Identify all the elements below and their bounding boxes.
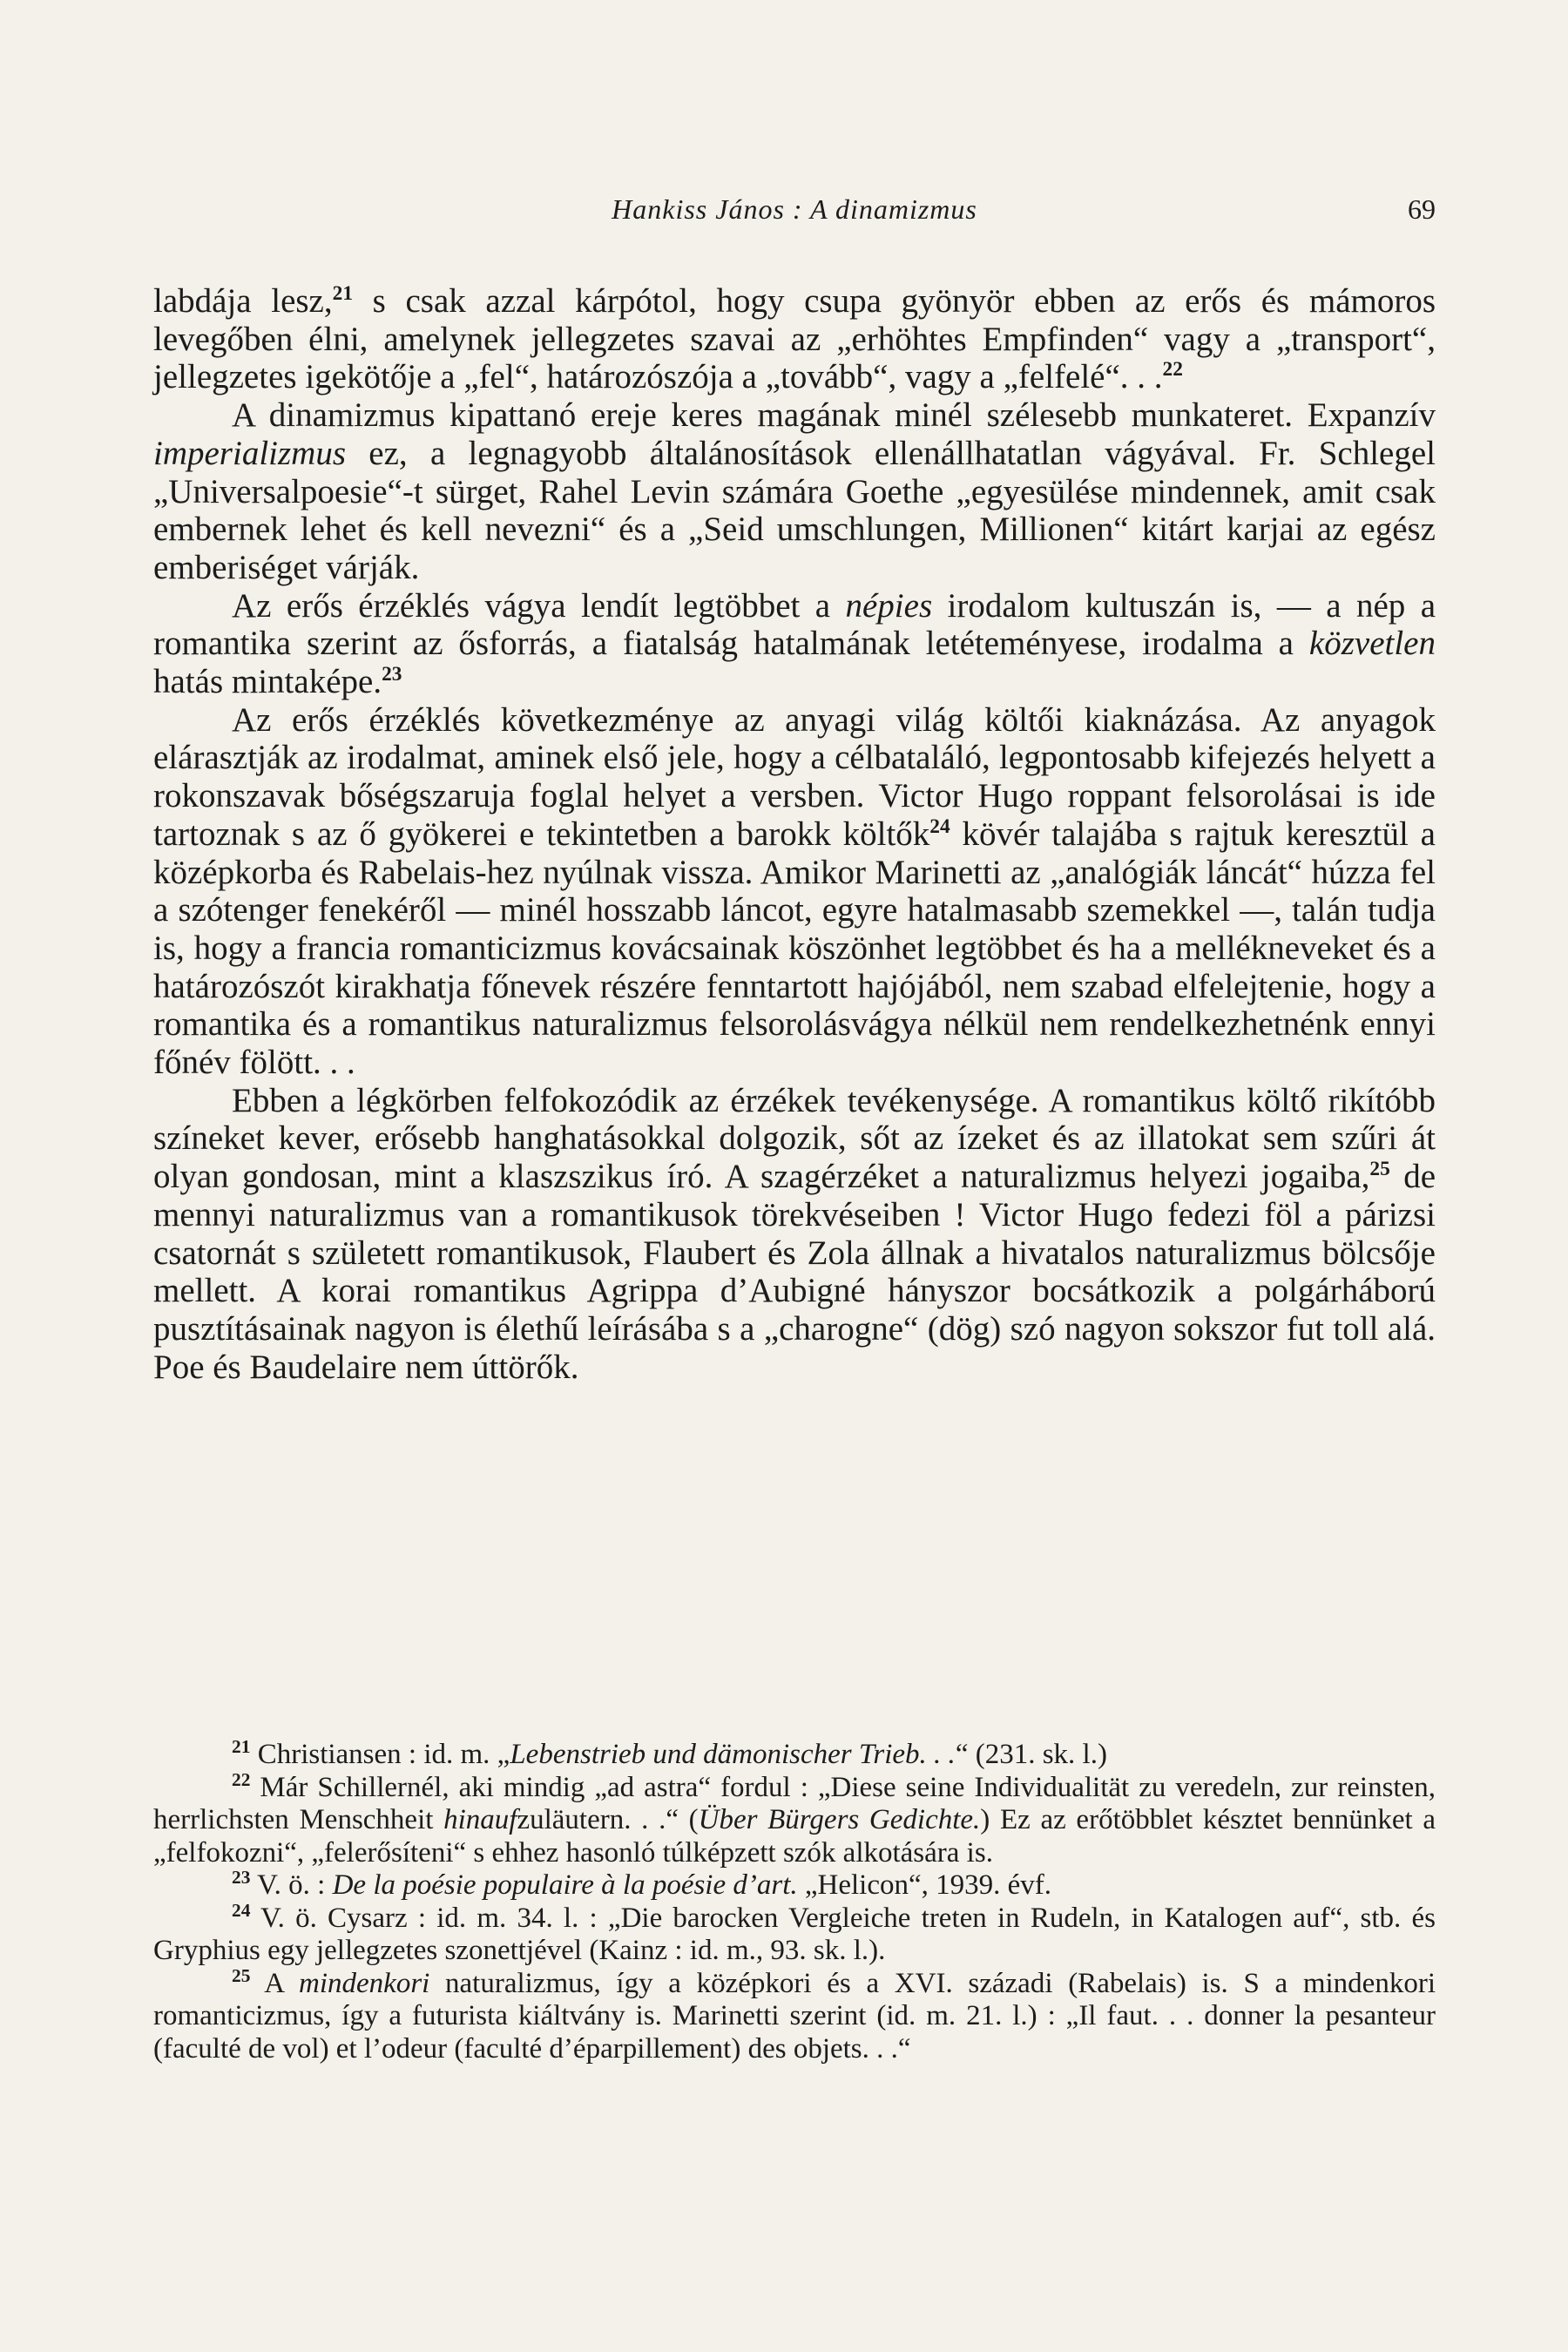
footnote-reference: 23 [382,663,402,686]
text-run: ) Ez az erőtöbblet késztet bennünket a „felfokozni“, „felerősíteni“ s ehhez hasonló túlképzett szók alkotására is. [153,1804,1436,1869]
footnote [153,1869,1436,1903]
italic-text: közvetlen [1308,625,1436,663]
text-run: Christiansen : id. m. „ [250,1739,510,1770]
text-run: V. ö. Cysarz : id. m. 34. l. : „Die barocken Vergleiche treten in Rudeln, in Katalogen auf“, stb. és Gryphius egy jellegzetes szonettjével (Kainz : id. m., 93. sk. l.). [153,1902,1436,1966]
text-run: Az erős érzéklés következménye az anyagi világ költői kiaknázása. Az anyagok elárasztják az irodalmat, aminek első jele, hogy a célbataláló, legpontosabb kifejezés helyett a rokonszavak bőségszaruja foglal helyet a versben. Victor Hugo roppant felsorolásai is ide tartoznak s az ő gyökerei e tekintetben a barokk költők [153,700,1436,853]
text-run: hatás mintaképe. [153,663,382,701]
page-number: 69 [1408,193,1436,225]
footnote-reference: 21 [332,282,354,305]
text-run: V. ö. : [250,1869,333,1901]
italic-text: hinauf [443,1804,517,1835]
text-run: Az erős érzéklés vágya lendít legtöbbet a [232,586,846,625]
italic-text: mindenkori [299,1967,430,1999]
italic-text: Über Bürgers Gedichte. [698,1804,981,1835]
text-run: A [250,1967,300,1999]
body-text [153,282,1436,1386]
text-run: labdája lesz, [153,282,333,320]
text-run: Ebben a légkörben felfokozódik az érzékek tevékenysége. A romantikus költő rikítóbb színeket kever, erősebb hanghatásokkal dolgozik, sőt az ízeket és az illatokat sem szűri át olyan gondosan, mint a klaszszikus író. A szagérzéket a naturalizmus helyezi jogaiba, [153,1081,1436,1196]
text-run: Már Schillernél, aki mindig „ad astra“ fordul : „Diese seine Individualität zu veredeln, zur reinsten, herrlichsten Menschheit [153,1771,1436,1835]
footnotes [153,1736,1436,2065]
italic-text: népies [845,586,933,625]
paragraph [153,701,1436,1082]
running-head: Hankiss János : A dinamizmus [612,193,977,225]
text-run: s csak azzal kárpótol, hogy csupa gyönyör ebben az erős és mámoros levegőben élni, amelynek jellegzetes szavai az „erhöhtes Empfinden“ vagy a „transport“, jellegzetes igekötője a „fel“, határozószója a „tovább“, vagy a „felfelé“. . . [153,282,1436,396]
text-run: naturalizmus, így a középkori és a XVI. századi (Rabelais) is. S a mindenkori romanticizmus, így a futurista kiáltvány is. Marinetti szerint (id. m. 21. l.) : „Il faut. . . donner la pesanteur (faculté de vol) et l’odeur (faculté d’éparpillement) des objets. . .“ [153,1967,1436,2065]
footnote [153,1899,1436,1968]
text-run: kövér talajába s rajtuk keresztül a középkorba és Rabelais-hez nyúlnak vissza. Amikor Marinetti az „analógiák láncát“ húzza fel a szótenger fenekéről — minél hosszabb láncot, egyre hatalmasabb szemekkel —, talán tudja is, hogy a francia romanticizmus kovácsainak köszönhet legtöbbet és ha a mellékneveket és a határozószót kirakhatja főnevek részére fenntartott hajójából, nem szabad elfelejtenie, hogy a romantika és a romantikus naturalizmus felsorolásvágya nélkül nem rendelkezhetnénk ennyi főnév fölött. . . [153,814,1436,1082]
footnote-number: 24 [232,1899,251,1921]
footnote-reference: 24 [929,814,950,838]
footnote-number: 22 [232,1768,251,1790]
text-run: “ (231. sk. l.) [955,1739,1107,1770]
footnote [153,1964,1436,2066]
paragraph [153,396,1436,587]
text-run: zuläutern. . .“ ( [517,1804,699,1835]
paragraph [153,282,1436,396]
footnote-number: 21 [232,1736,251,1757]
page-header [153,193,1436,232]
text-run: de mennyi naturalizmus van a romantikusok törekvéseiben ! Victor Hugo fedezi föl a párizsi csatornát s született romantikusok, Flaubert és Zola állnak a hivatalos naturalizmus bölcsője mellett. A korai romantikus Agrippa d’Aubigné hányszor bocsátkozik a polgárháború pusztításainak nagyon is élethű leírásába s a „charogne“ (dög) szó nagyon sokszor fut toll alá. Poe és Baudelaire nem úttörők. [153,1158,1436,1386]
text-run: A dinamizmus kipattanó ereje keres magának minél szélesebb munkateret. Expanzív [232,396,1436,435]
italic-text: Lebenstrieb und dämonischer Trieb. . . [510,1739,956,1770]
italic-text: De la poésie populaire à la poésie d’art. [332,1869,798,1901]
paragraph [153,1082,1436,1387]
footnote-number: 25 [232,1964,251,1986]
italic-text: imperializmus [153,434,347,472]
footnote-number: 23 [232,1867,251,1888]
text-run: „Helicon“, 1939. évf. [797,1869,1052,1901]
text-run: ez, a legnagyobb általánosítások ellenállhatatlan vágyával. Fr. Schlegel „Universalpoesie“-t sürget, Rahel Levin számára Goethe „egyesülése mindennek, amit csak embernek lehet és kell nevezni“ és a „Seid umschlungen, Millionen“ kitárt karjai az egész emberiséget várják. [153,434,1436,586]
text-run: irodalom kultuszán is, — a nép a romantika szerint az ősforrás, a fiatalság hatalmának letéteményese, irodalma a [153,586,1436,663]
footnote [153,1736,1436,1772]
footnote-reference: 25 [1369,1158,1390,1181]
footnote-reference: 22 [1162,358,1183,382]
paragraph [153,587,1436,701]
footnote [153,1768,1436,1870]
